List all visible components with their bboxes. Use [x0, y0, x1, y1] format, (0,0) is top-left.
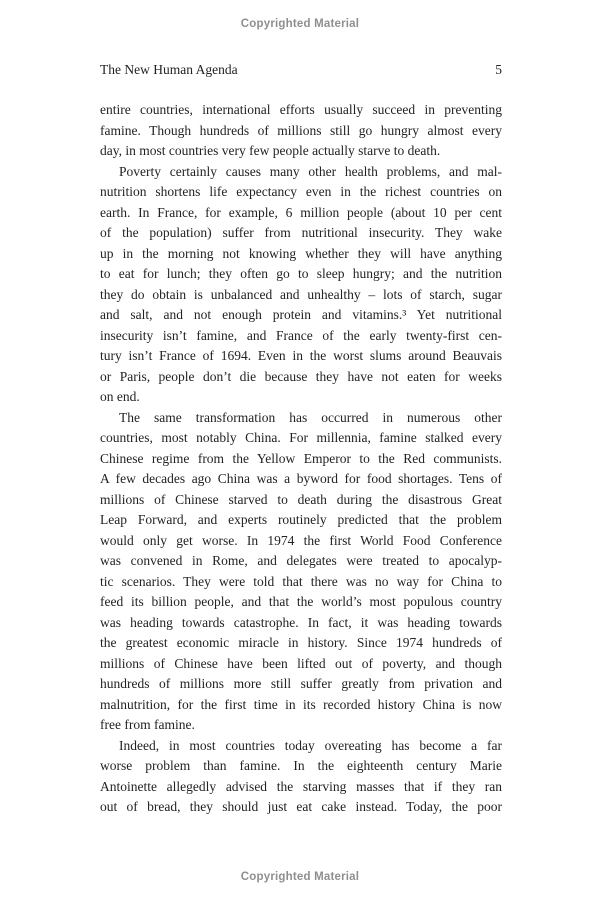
- text-line: up in the morning not knowing whether they will have anything: [100, 245, 502, 261]
- text-line: worse problem than famine. In the eighteenth century Marie: [100, 758, 502, 773]
- text-line: feed its billion people, and that the world’s most populous country: [100, 594, 502, 609]
- copyright-notice-bottom: Copyrighted Material: [240, 871, 360, 883]
- paragraph: [100, 162, 502, 408]
- text-line: famine. Though hundreds of millions still go hungry almost every: [100, 122, 502, 138]
- text-line: Indeed, in most countries today overeating has become a far: [119, 737, 502, 753]
- text-line: Leap Forward, and experts routinely predicted that the problem: [100, 512, 502, 527]
- text-line: day, in most countries very few people actually starve to death.: [100, 143, 441, 158]
- text-line: insecurity isn’t famine, and France of the early twenty-first cen-: [100, 327, 502, 343]
- text-line: millions of Chinese have been lifted out of poverty, and though: [100, 655, 502, 671]
- text-line: The same transformation has occurred in numerous other: [119, 409, 502, 425]
- text-line: A few decades ago China was a byword for food shortages. Tens of: [100, 471, 502, 486]
- text-line: and salt, and not enough protein and vitamins.³ Yet nutritional: [100, 307, 502, 322]
- text-line: entire countries, international efforts usually succeed in preventing: [100, 102, 502, 117]
- text-line: out of bread, they should just eat cake instead. Today, the poor: [100, 799, 502, 814]
- body-text: [100, 100, 502, 818]
- text-line: or Paris, people don’t die because they have not eaten for weeks: [100, 368, 502, 384]
- text-line: Antoinette allegedly advised the starving masses that if they ran: [100, 778, 502, 794]
- text-line: the greatest economic miracle in history. Since 1974 hundreds of: [100, 635, 502, 650]
- text-line: earth. In France, for example, 6 million people (about 10 per cent: [100, 204, 502, 220]
- running-title: The New Human Agenda: [100, 62, 238, 77]
- paragraph: [100, 408, 502, 736]
- text-line: they do obtain is unbalanced and unhealthy – lots of starch, sugar: [100, 286, 502, 302]
- text-line: hundreds of millions more still suffer greatly from privation and: [100, 676, 502, 691]
- page-number: 5: [495, 62, 502, 77]
- paragraph: [100, 100, 502, 162]
- text-line: would only get worse. In 1974 the first World Food Conference: [100, 532, 502, 548]
- text-line: tic scenarios. They were told that there was no way for China to: [100, 573, 502, 589]
- text-line: was convened in Rome, and delegates were treated to apocalyp-: [100, 553, 502, 568]
- text-line: millions of Chinese starved to death during the disastrous Great: [100, 491, 502, 507]
- text-line: to eat for lunch; they often go to sleep hungry; and the nutrition: [100, 266, 502, 281]
- text-line: Poverty certainly causes many other health problems, and mal-: [119, 163, 502, 179]
- page-header: [100, 62, 502, 78]
- text-line: countries, most notably China. For millennia, famine stalked every: [100, 430, 502, 445]
- text-line: tury isn’t France of 1694. Even in the worst slums around Beauvais: [100, 348, 502, 363]
- text-line: of the population) suffer from nutritional insecurity. They wake: [100, 225, 502, 240]
- text-line: malnutrition, for the first time in its recorded history China is now: [100, 696, 502, 712]
- text-line: Chinese regime from the Yellow Emperor to the Red communists.: [100, 450, 502, 466]
- text-line: free from famine.: [100, 717, 195, 732]
- text-line: on end.: [100, 389, 140, 404]
- copyright-notice-top: Copyrighted Material: [240, 18, 360, 30]
- text-line: was heading towards catastrophe. In fact, it was heading towards: [100, 614, 502, 630]
- paragraph: [100, 736, 502, 818]
- text-line: nutrition shortens life expectancy even in the richest countries on: [100, 184, 502, 199]
